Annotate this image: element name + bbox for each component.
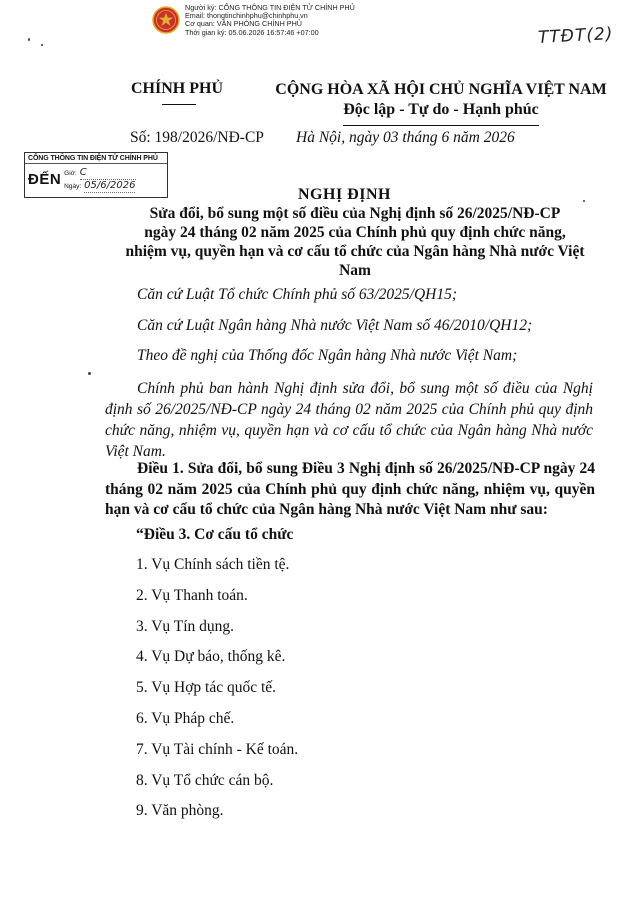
document-title	[120, 204, 590, 280]
handwritten-note: TTĐT(2)	[537, 24, 614, 48]
signature-signer: Người ký: CỔNG THÔNG TIN ĐIỆN TỬ CHÍNH PHỦ	[185, 3, 355, 12]
stamp-den-label: ĐẾN	[28, 171, 62, 188]
legal-basis-3: Theo đề nghị của Thống đốc Ngân hàng Nhà nước Việt Nam;	[137, 347, 518, 364]
scan-speck	[41, 44, 43, 46]
article-1-paragraph: Điều 1. Sửa đổi, bổ sung Điều 3 Nghị định số 26/2025/NĐ-CP ngày 24 tháng 02 năm 2025 của Chính phủ quy định chức năng, nhiệm vụ, quyền hạn và cơ cấu tổ chức của Ngân hàng Nhà nước Việt Nam như sau:	[105, 460, 595, 518]
scan-speck	[88, 372, 91, 375]
list-item: 9. Văn phòng.	[136, 802, 224, 820]
title-line: ngày 24 tháng 02 năm 2025 của Chính phủ quy định chức năng,	[144, 224, 566, 241]
stamp-time-label: Giờ:	[64, 169, 77, 177]
decree-intro-paragraph: Chính phủ ban hành Nghị định sửa đổi, bổ sung một số điều của Nghị định số 26/2025/NĐ-CP ngày 24 tháng 02 năm 2025 của Chính phủ quy định chức năng, nhiệm vụ, quyền hạn và cơ cấu tổ chức của Ngân hàng Nhà nước Việt Nam.	[105, 380, 593, 460]
list-item: 8. Vụ Tổ chức cán bộ.	[136, 771, 274, 789]
list-item: 2. Vụ Thanh toán.	[136, 586, 248, 604]
list-item: 6. Vụ Pháp chế.	[136, 709, 235, 727]
list-item: 7. Vụ Tài chính - Kế toán.	[136, 740, 299, 758]
organizational-units-list	[136, 556, 298, 833]
scan-speck	[583, 200, 585, 202]
stamp-date-label: Ngày:	[64, 182, 82, 190]
legal-basis-1: Căn cứ Luật Tổ chức Chính phủ số 63/2025/QH15;	[137, 286, 458, 303]
document-number: Số: 198/2026/NĐ-CP	[130, 129, 264, 146]
stamp-title: CỔNG THÔNG TIN ĐIỆN TỬ CHÍNH PHỦ	[25, 153, 167, 164]
list-item: 4. Vụ Dự báo, thống kê.	[136, 648, 286, 666]
stamp-body	[25, 164, 167, 195]
list-item: 1. Vụ Chính sách tiền tệ.	[136, 556, 290, 573]
digital-signature-block	[152, 4, 355, 37]
nation-name: CỘNG HÒA XÃ HỘI CHỦ NGHĨA VIỆT NAM	[275, 81, 607, 98]
place-and-date: Hà Nội, ngày 03 tháng 6 năm 2026	[296, 129, 515, 146]
article-3-heading: “Điều 3. Cơ cấu tổ chức	[136, 526, 294, 543]
national-motto: Độc lập - Tự do - Hạnh phúc	[343, 101, 539, 118]
signature-email: Email: thongtinchinhphu@chinhphu.vn	[185, 11, 308, 21]
receipt-stamp	[24, 152, 168, 198]
signature-details	[185, 4, 355, 37]
list-item: 5. Vụ Hợp tác quốc tế.	[136, 679, 277, 697]
list-item: 3. Vụ Tín dụng.	[136, 617, 235, 635]
organization-underline	[162, 104, 196, 105]
stamp-fields	[64, 167, 136, 193]
title-line: Sửa đổi, bổ sung một số điều của Nghị định số 26/2025/NĐ-CP	[149, 205, 561, 222]
signature-agency: Cơ quan: VĂN PHÒNG CHÍNH PHỦ	[185, 19, 302, 29]
stamp-time-value: C	[80, 167, 136, 180]
issuing-organization: CHÍNH PHỦ	[131, 80, 223, 97]
national-header	[266, 80, 616, 120]
national-emblem-icon	[152, 6, 180, 34]
stamp-date-value: 05/6/2026	[84, 179, 136, 191]
signature-time: Thời gian ký: 05.06.2026 16:57:46 +07:00	[185, 27, 319, 37]
scan-speck	[28, 38, 30, 41]
title-line: nhiệm vụ, quyền hạn và cơ cấu tổ chức của Ngân hàng Nhà nước Việt Nam	[125, 243, 585, 279]
stamp-date-row	[64, 180, 136, 193]
stamp-time-row	[64, 167, 136, 180]
document-type: NGHỊ ĐỊNH	[298, 186, 391, 203]
motto-underline	[343, 125, 539, 126]
legal-basis-2: Căn cứ Luật Ngân hàng Nhà nước Việt Nam số 46/2010/QH12;	[137, 317, 533, 334]
